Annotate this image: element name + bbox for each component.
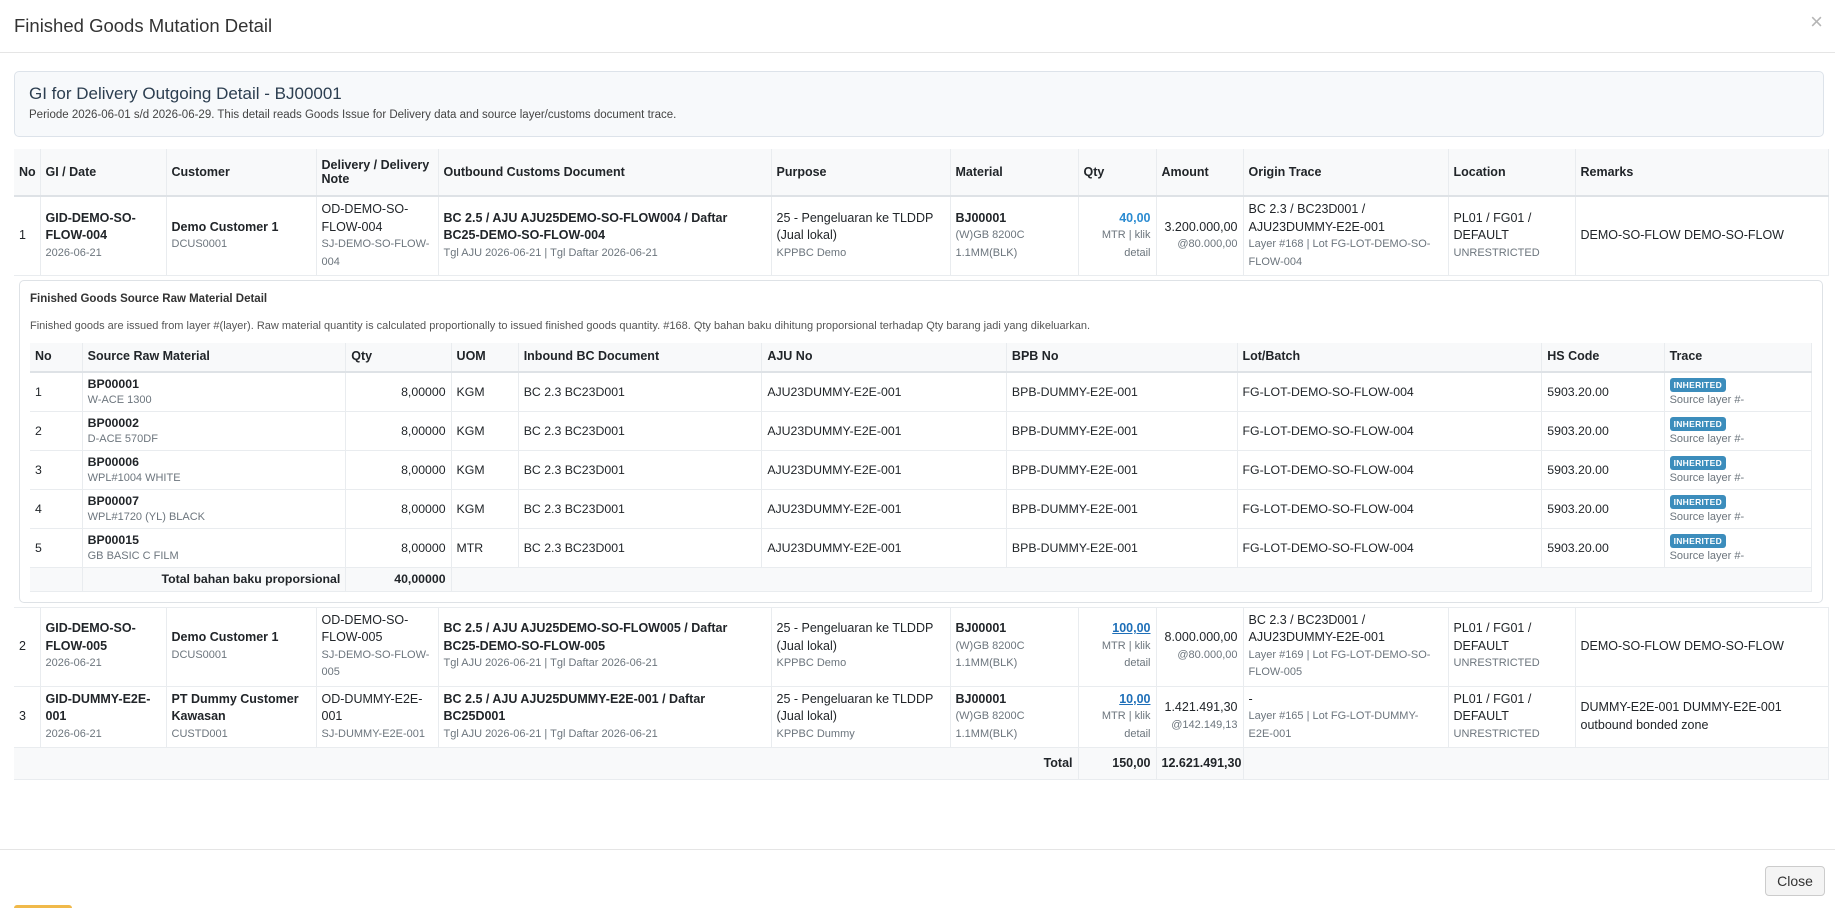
sub-header-uom: UOM [451, 343, 518, 372]
customs-document: BC 2.5 / AJU AJU25DUMMY-E2E-001 / Daftar BC25D001 [443, 691, 706, 723]
item-qty: 8,00000 [346, 528, 451, 567]
qty-note: MTR | klik detail [1101, 710, 1151, 740]
customer-code: DCUS0001 [171, 648, 228, 661]
modal-header [0, 0, 1835, 53]
location-status: UNRESTRICTED [1453, 246, 1540, 259]
location: PL01 / FG01 / DEFAULT [1453, 691, 1532, 723]
sub-header-lot: Lot/Batch [1237, 343, 1542, 372]
total-row [14, 748, 1828, 780]
material-desc: (W)GB 8200C 1.1MM(BLK) [955, 639, 1025, 670]
item-qty: 8,00000 [346, 489, 451, 528]
item-uom: MTR [451, 528, 518, 567]
purpose-office: KPPBC Dummy [776, 727, 855, 740]
customer-name: Demo Customer 1 [171, 219, 279, 234]
sub-total-label: Total bahan baku proporsional [82, 567, 346, 591]
item-qty: 8,00000 [346, 450, 451, 489]
material-code: BJ00001 [955, 621, 1007, 636]
sub-header-hs: HS Code [1542, 343, 1664, 372]
item-aju: AJU23DUMMY-E2E-001 [762, 528, 1007, 567]
raw-material-code: BP00015 [87, 532, 139, 547]
delivery-number: OD-DUMMY-E2E-001 [321, 691, 423, 723]
header-no: No [14, 149, 40, 196]
unit-price: @80.000,00 [1177, 238, 1238, 250]
origin-layer: Layer #169 | Lot FG-LOT-DEMO-SO-FLOW-005 [1248, 648, 1431, 678]
qty-note: MTR | klik detail [1101, 229, 1151, 259]
sub-detail-row [14, 276, 1828, 608]
origin-trace: BC 2.3 / BC23D001 / AJU23DUMMY-E2E-001 [1248, 612, 1385, 644]
gi-number: GID-DEMO-SO-FLOW-004 [45, 210, 136, 243]
item-lot: FG-LOT-DEMO-SO-FLOW-004 [1237, 411, 1542, 450]
status-badge: INHERITED [1670, 534, 1727, 548]
raw-material-code: BP00001 [87, 376, 139, 391]
sub-header-qty: Qty [346, 343, 451, 372]
item-lot: FG-LOT-DEMO-SO-FLOW-004 [1237, 489, 1542, 528]
modal-body [0, 53, 1835, 780]
table-row [14, 686, 1828, 748]
item-qty: 8,00000 [346, 411, 451, 450]
remarks: DUMMY-E2E-001 DUMMY-E2E-001 outbound bonded zone [1575, 686, 1828, 748]
item-hs: 5903.20.00 [1542, 489, 1664, 528]
sub-header-bpb: BPB No [1006, 343, 1237, 372]
location-status: UNRESTRICTED [1453, 727, 1540, 740]
header-gi: GI / Date [40, 149, 166, 196]
item-aju: AJU23DUMMY-E2E-001 [762, 372, 1007, 412]
delivery-note: SJ-DUMMY-E2E-001 [321, 727, 426, 740]
item-hs: 5903.20.00 [1542, 411, 1664, 450]
table-row [14, 196, 1828, 276]
qty-link[interactable]: 40,00 [1119, 210, 1151, 225]
header-material: Material [950, 149, 1078, 196]
item-hs: 5903.20.00 [1542, 450, 1664, 489]
raw-material-code: BP00006 [87, 454, 139, 469]
sub-header-no: No [30, 343, 82, 372]
total-qty: 150,00 [1078, 748, 1156, 780]
qty-link[interactable]: 100,00 [1112, 621, 1151, 636]
table-header-row [14, 149, 1828, 196]
item-hs: 5903.20.00 [1542, 528, 1664, 567]
material-code: BJ00001 [955, 691, 1007, 706]
amount: 8.000.000,00 [1164, 630, 1238, 644]
item-bpb: BPB-DUMMY-E2E-001 [1006, 411, 1237, 450]
row-no: 1 [14, 196, 40, 276]
header-origin: Origin Trace [1243, 149, 1448, 196]
item-bpb: BPB-DUMMY-E2E-001 [1006, 528, 1237, 567]
gi-date: 2026-06-21 [45, 246, 102, 259]
modal-footer [0, 849, 1835, 909]
raw-material-name: GB BASIC C FILM [87, 549, 179, 562]
origin-layer: Layer #165 | Lot FG-LOT-DUMMY-E2E-001 [1248, 710, 1419, 740]
origin-layer: Layer #168 | Lot FG-LOT-DEMO-SO-FLOW-004 [1248, 238, 1431, 268]
sub-header-row [30, 343, 1812, 372]
list-item [30, 528, 1812, 567]
item-uom: KGM [451, 411, 518, 450]
purpose: 25 - Pengeluaran ke TLDDP (Jual lokal) [776, 210, 934, 243]
item-aju: AJU23DUMMY-E2E-001 [762, 450, 1007, 489]
raw-material-name: D-ACE 570DF [87, 432, 158, 445]
header-delivery: Delivery / Delivery Note [316, 149, 438, 196]
item-no: 5 [30, 528, 82, 567]
header-location: Location [1448, 149, 1575, 196]
outgoing-table [14, 149, 1829, 780]
gi-number: GID-DUMMY-E2E-001 [45, 691, 151, 723]
item-bc: BC 2.3 BC23D001 [518, 372, 762, 412]
header-purpose: Purpose [771, 149, 950, 196]
list-item [30, 372, 1812, 412]
sub-detail-title: Finished Goods Source Raw Material Detail [30, 293, 268, 305]
purpose-office: KPPBC Demo [776, 657, 847, 670]
delivery-number: OD-DEMO-SO-FLOW-004 [321, 202, 409, 234]
item-bc: BC 2.3 BC23D001 [518, 489, 762, 528]
sub-header-bc: Inbound BC Document [518, 343, 762, 372]
item-bc: BC 2.3 BC23D001 [518, 450, 762, 489]
customs-dates: Tgl AJU 2026-06-21 | Tgl Daftar 2026-06-21 [443, 727, 658, 740]
location: PL01 / FG01 / DEFAULT [1453, 621, 1532, 653]
item-bc: BC 2.3 BC23D001 [518, 411, 762, 450]
item-aju: AJU23DUMMY-E2E-001 [762, 411, 1007, 450]
remarks: DEMO-SO-FLOW DEMO-SO-FLOW [1575, 607, 1828, 686]
info-box [14, 71, 1824, 137]
item-bpb: BPB-DUMMY-E2E-001 [1006, 489, 1237, 528]
table-row [14, 607, 1828, 686]
customs-document: BC 2.5 / AJU AJU25DEMO-SO-FLOW005 / Daftar BC25-DEMO-SO-FLOW-005 [443, 621, 728, 653]
total-label: Total [14, 748, 1078, 780]
remarks: DEMO-SO-FLOW DEMO-SO-FLOW [1575, 196, 1828, 276]
origin-trace: BC 2.3 / BC23D001 / AJU23DUMMY-E2E-001 [1248, 202, 1385, 234]
raw-material-name: WPL#1720 (YL) BLACK [87, 510, 206, 523]
list-item [30, 450, 1812, 489]
item-qty: 8,00000 [346, 372, 451, 412]
header-qty: Qty [1078, 149, 1156, 196]
delivery-note: SJ-DEMO-SO-FLOW-004 [321, 238, 430, 268]
qty-note: MTR | klik detail [1101, 639, 1151, 670]
close-button[interactable]: Close [1765, 866, 1825, 896]
raw-material-code: BP00002 [87, 415, 139, 430]
row-no: 2 [14, 607, 40, 686]
sub-total-row [30, 567, 1812, 591]
customer-name: Demo Customer 1 [171, 630, 279, 644]
customer-name: PT Dummy Customer Kawasan [171, 691, 299, 723]
close-icon[interactable]: × [1810, 9, 1823, 34]
customer-code: DCUS0001 [171, 238, 228, 250]
customer-code: CUSTD001 [171, 727, 228, 740]
customs-dates: Tgl AJU 2026-06-21 | Tgl Daftar 2026-06-21 [443, 657, 658, 670]
gi-number: GID-DEMO-SO-FLOW-005 [45, 621, 136, 653]
status-badge: INHERITED [1670, 495, 1727, 509]
raw-material-name: WPL#1004 WHITE [87, 471, 181, 484]
item-lot: FG-LOT-DEMO-SO-FLOW-004 [1237, 528, 1542, 567]
trace-source: Source layer #- [1669, 471, 1745, 484]
item-hs: 5903.20.00 [1542, 372, 1664, 412]
raw-material-table [30, 343, 1812, 592]
sub-header-trace: Trace [1664, 343, 1811, 372]
item-uom: KGM [451, 489, 518, 528]
purpose: 25 - Pengeluaran ke TLDDP (Jual lokal) [776, 691, 934, 723]
list-item [30, 489, 1812, 528]
status-badge: INHERITED [1670, 417, 1727, 431]
total-amount: 12.621.491,30 [1156, 748, 1243, 780]
trace-source: Source layer #- [1669, 432, 1745, 445]
qty-link[interactable]: 10,00 [1119, 691, 1151, 706]
list-item [30, 411, 1812, 450]
item-no: 4 [30, 489, 82, 528]
item-no: 2 [30, 411, 82, 450]
unit-price: @142.149,13 [1171, 718, 1238, 731]
location: PL01 / FG01 / DEFAULT [1453, 210, 1532, 243]
origin-trace: - [1248, 691, 1253, 706]
purpose: 25 - Pengeluaran ke TLDDP (Jual lokal) [776, 621, 934, 653]
material-desc: (W)GB 8200C 1.1MM(BLK) [955, 229, 1025, 259]
item-bpb: BPB-DUMMY-E2E-001 [1006, 450, 1237, 489]
item-bc: BC 2.3 BC23D001 [518, 528, 762, 567]
sub-detail-desc: Finished goods are issued from layer #(layer). Raw material quantity is calculated proportionally to issued finished goods quantity. #168. Qty bahan baku dihitung proporsional terhadap Qty barang jadi yang dikeluarkan. [30, 319, 1091, 332]
amount: 3.200.000,00 [1164, 219, 1238, 234]
unit-price: @80.000,00 [1177, 648, 1238, 661]
sub-header-aju: AJU No [762, 343, 1007, 372]
header-amount: Amount [1156, 149, 1243, 196]
item-no: 1 [30, 372, 82, 412]
raw-material-code: BP00007 [87, 493, 139, 508]
amount: 1.421.491,30 [1164, 700, 1238, 715]
item-bpb: BPB-DUMMY-E2E-001 [1006, 372, 1237, 412]
item-aju: AJU23DUMMY-E2E-001 [762, 489, 1007, 528]
item-lot: FG-LOT-DEMO-SO-FLOW-004 [1237, 372, 1542, 412]
location-status: UNRESTRICTED [1453, 657, 1540, 670]
row-no: 3 [14, 686, 40, 748]
item-no: 3 [30, 450, 82, 489]
customs-document: BC 2.5 / AJU AJU25DEMO-SO-FLOW004 / Daftar BC25-DEMO-SO-FLOW-004 [443, 210, 728, 243]
status-badge: INHERITED [1670, 456, 1727, 470]
raw-material-name: W-ACE 1300 [87, 393, 152, 406]
raw-material-panel [19, 280, 1823, 603]
purpose-office: KPPBC Demo [776, 246, 847, 259]
item-uom: KGM [451, 372, 518, 412]
gi-date: 2026-06-21 [45, 657, 102, 670]
modal-title: Finished Goods Mutation Detail [14, 15, 273, 36]
material-code: BJ00001 [955, 210, 1007, 225]
item-uom: KGM [451, 450, 518, 489]
gi-date: 2026-06-21 [45, 727, 102, 740]
header-remarks: Remarks [1575, 149, 1828, 196]
delivery-note: SJ-DEMO-SO-FLOW-005 [321, 648, 430, 678]
delivery-number: OD-DEMO-SO-FLOW-005 [321, 612, 409, 644]
material-desc: (W)GB 8200C 1.1MM(BLK) [955, 710, 1025, 740]
trace-source: Source layer #- [1669, 393, 1745, 406]
header-customer: Customer [166, 149, 316, 196]
detail-title: GI for Delivery Outgoing Detail - BJ00001 [29, 84, 342, 103]
sub-header-material: Source Raw Material [82, 343, 346, 372]
sub-total-qty: 40,00000 [346, 567, 451, 591]
trace-source: Source layer #- [1669, 549, 1745, 562]
item-lot: FG-LOT-DEMO-SO-FLOW-004 [1237, 450, 1542, 489]
detail-subtitle: Periode 2026-06-01 s/d 2026-06-29. This detail reads Goods Issue for Delivery data and source layer/customs document trace. [29, 109, 677, 121]
header-customs: Outbound Customs Document [438, 149, 771, 196]
trace-source: Source layer #- [1669, 510, 1745, 523]
customs-dates: Tgl AJU 2026-06-21 | Tgl Daftar 2026-06-21 [443, 246, 658, 259]
status-badge: INHERITED [1670, 378, 1727, 392]
